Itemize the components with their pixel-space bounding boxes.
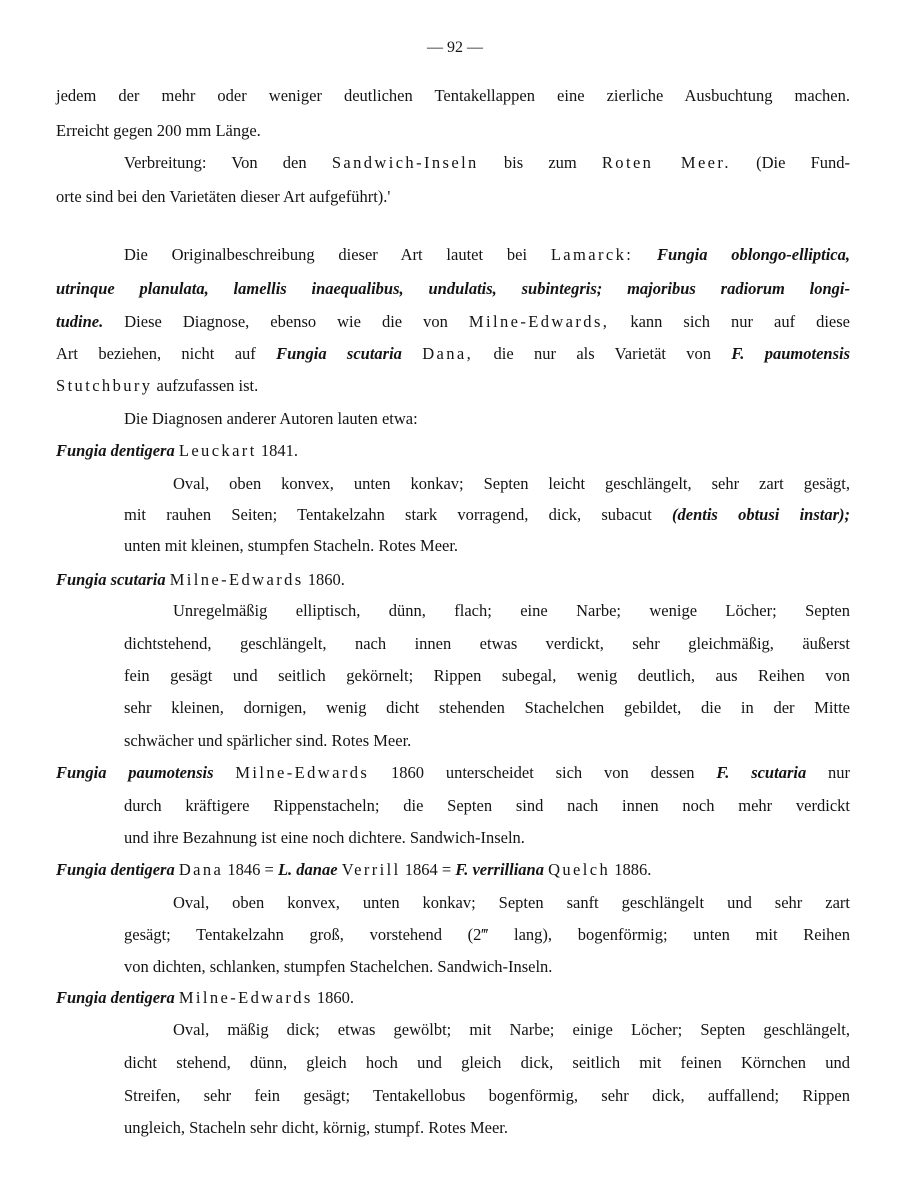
text-run: von dichten, schlanken, stumpfen Stachelchen. Sandwich-Inseln. (124, 957, 553, 976)
text-line (124, 505, 850, 525)
text-line (56, 441, 298, 461)
text-line (124, 1086, 850, 1106)
author-name: Dana, (422, 344, 474, 363)
text-line (173, 474, 850, 494)
species-name: (dentis obtusi instar); (672, 505, 851, 524)
text-run: ungleich, Stacheln sehr dicht, körnig, stumpf. Rotes Meer. (124, 1118, 509, 1137)
text-run: Verbreitung: Von den (124, 153, 332, 172)
text-line (56, 187, 390, 207)
text-line (56, 312, 850, 332)
text-line (56, 376, 258, 396)
species-name: Fungia scutaria (56, 570, 166, 589)
text-line (124, 731, 411, 751)
text-run: 1860. (303, 570, 345, 589)
author-name: Milne-Edwards (235, 763, 370, 782)
text-run: jedem der mehr oder weniger deutlichen Tentakellappen eine zierliche Ausbuchtung machen. (56, 86, 850, 105)
text-line (124, 536, 458, 556)
text-run (214, 763, 236, 782)
text-run: Unregelmäßig elliptisch, dünn, flach; eine Narbe; wenige Löcher; Septen (173, 601, 850, 620)
text-line (56, 763, 850, 783)
species-name: Fungia paumotensis (56, 763, 214, 782)
species-name: utrinque planulata, lamellis inaequalibus, undulatis, subintegris; majoribus radiorum longi- (56, 279, 850, 298)
text-run: durch kräftigere Rippenstacheln; die Septen sind nach innen noch mehr verdickt (124, 796, 850, 815)
author-name: Roten Meer. (601, 153, 731, 172)
author-name: Lamarck: (550, 245, 634, 264)
author-name: Milne-Edwards (178, 988, 313, 1007)
author-name: Milne-Edwards, (468, 312, 610, 331)
text-line (56, 988, 354, 1008)
species-name: F. paumotensis (731, 344, 850, 363)
text-run: Oval, oben konvex, unten konkav; Septen leicht geschlängelt, sehr zart gesägt, (173, 474, 850, 493)
author-name: Dana (178, 860, 224, 879)
text-line (56, 86, 850, 106)
text-line (173, 893, 850, 913)
species-name: Fungia dentigera (56, 860, 175, 879)
species-name: Fungia dentigera (56, 441, 175, 460)
author-name: Stutchbury (56, 376, 153, 395)
text-run: orte sind bei den Varietäten dieser Art aufgeführt).' (56, 187, 391, 206)
species-name: F. scutaria (716, 763, 807, 782)
species-name: L. danae (277, 860, 338, 879)
text-line (124, 666, 850, 686)
text-line (56, 279, 850, 299)
text-run: Art beziehen, nicht auf (56, 344, 277, 363)
text-run (633, 245, 657, 264)
author-name: Verrill (341, 860, 401, 879)
species-name: Fungia dentigera (56, 988, 175, 1007)
text-run: mit rauhen Seiten; Tentakelzahn stark vorragend, dick, subacut (124, 505, 673, 524)
text-run: dicht stehend, dünn, gleich hoch und gleich dick, seitlich mit feinen Körnchen und (124, 1053, 850, 1072)
text-line (124, 796, 850, 816)
text-run: 1860 unterscheidet sich von dessen (369, 763, 717, 782)
author-name: Quelch (548, 860, 611, 879)
text-run: (Die Fund- (730, 153, 851, 172)
text-run: bis zum (478, 153, 602, 172)
text-line (56, 860, 651, 880)
species-name: Fungia scutaria (276, 344, 402, 363)
text-line (124, 409, 418, 429)
text-run: Oval, oben konvex, unten konkav; Septen sanft geschlängelt und sehr zart (173, 893, 850, 912)
text-line (124, 153, 850, 173)
text-line (124, 957, 552, 977)
text-run: Diese Diagnose, ebenso wie die von (103, 312, 469, 331)
species-name: tudine. (56, 312, 104, 331)
text-run: schwächer und spärlicher sind. Rotes Meer. (124, 731, 412, 750)
text-run (402, 344, 422, 363)
text-line (173, 1020, 850, 1040)
text-run: dichtstehend, geschlängelt, nach innen etwas verdickt, sehr gleichmäßig, äußerst (124, 634, 850, 653)
text-line (124, 925, 850, 945)
text-run: 1864 = (400, 860, 456, 879)
species-name: Fungia oblongo-elliptica, (657, 245, 850, 264)
text-run: gesägt; Tentakelzahn groß, vorstehend (2‴ lang), bogenförmig; unten mit Reihen (124, 925, 850, 944)
text-line (124, 634, 850, 654)
author-name: Sandwich-Inseln (331, 153, 479, 172)
text-run: sehr kleinen, dornigen, wenig dicht stehenden Stachelchen gebildet, die in der Mitte (124, 698, 850, 717)
text-run: die nur als Varietät von (473, 344, 732, 363)
text-line (124, 245, 850, 265)
text-line (124, 698, 850, 718)
text-run: 1846 = (223, 860, 278, 879)
text-run: fein gesägt und seitlich gekörnelt; Rippen subegal, wenig deutlich, aus Reihen von (124, 666, 850, 685)
text-line (124, 1053, 850, 1073)
text-run: kann sich nur auf diese (609, 312, 850, 331)
text-line (124, 828, 525, 848)
text-run: Erreicht gegen 200 mm Länge. (56, 121, 261, 140)
text-run: unten mit kleinen, stumpfen Stacheln. Rotes Meer. (124, 536, 459, 555)
page-number: — 92 — (427, 39, 483, 56)
species-name: F. verrilliana (455, 860, 544, 879)
text-run: 1886. (610, 860, 652, 879)
text-run: 1841. (256, 441, 298, 460)
text-run: aufzufassen ist. (152, 376, 259, 395)
author-name: Leuckart (178, 441, 257, 460)
text-line (56, 121, 261, 141)
text-run: nur (806, 763, 851, 782)
text-run: und ihre Bezahnung ist eine noch dichtere. Sandwich-Inseln. (124, 828, 525, 847)
text-run: Die Originalbeschreibung dieser Art lautet bei (124, 245, 551, 264)
text-line (124, 1118, 508, 1138)
text-run: Streifen, sehr fein gesägt; Tentakellobus bogenförmig, sehr dick, auffallend; Rippen (124, 1086, 850, 1105)
text-run: Die Diagnosen anderer Autoren lauten etwa: (124, 409, 418, 428)
text-run: Oval, mäßig dick; etwas gewölbt; mit Narbe; einige Löcher; Septen geschlängelt, (173, 1020, 850, 1039)
author-name: Milne-Edwards (169, 570, 304, 589)
text-line (173, 601, 850, 621)
text-line (56, 570, 345, 590)
text-run: 1860. (312, 988, 354, 1007)
text-line (56, 344, 850, 364)
